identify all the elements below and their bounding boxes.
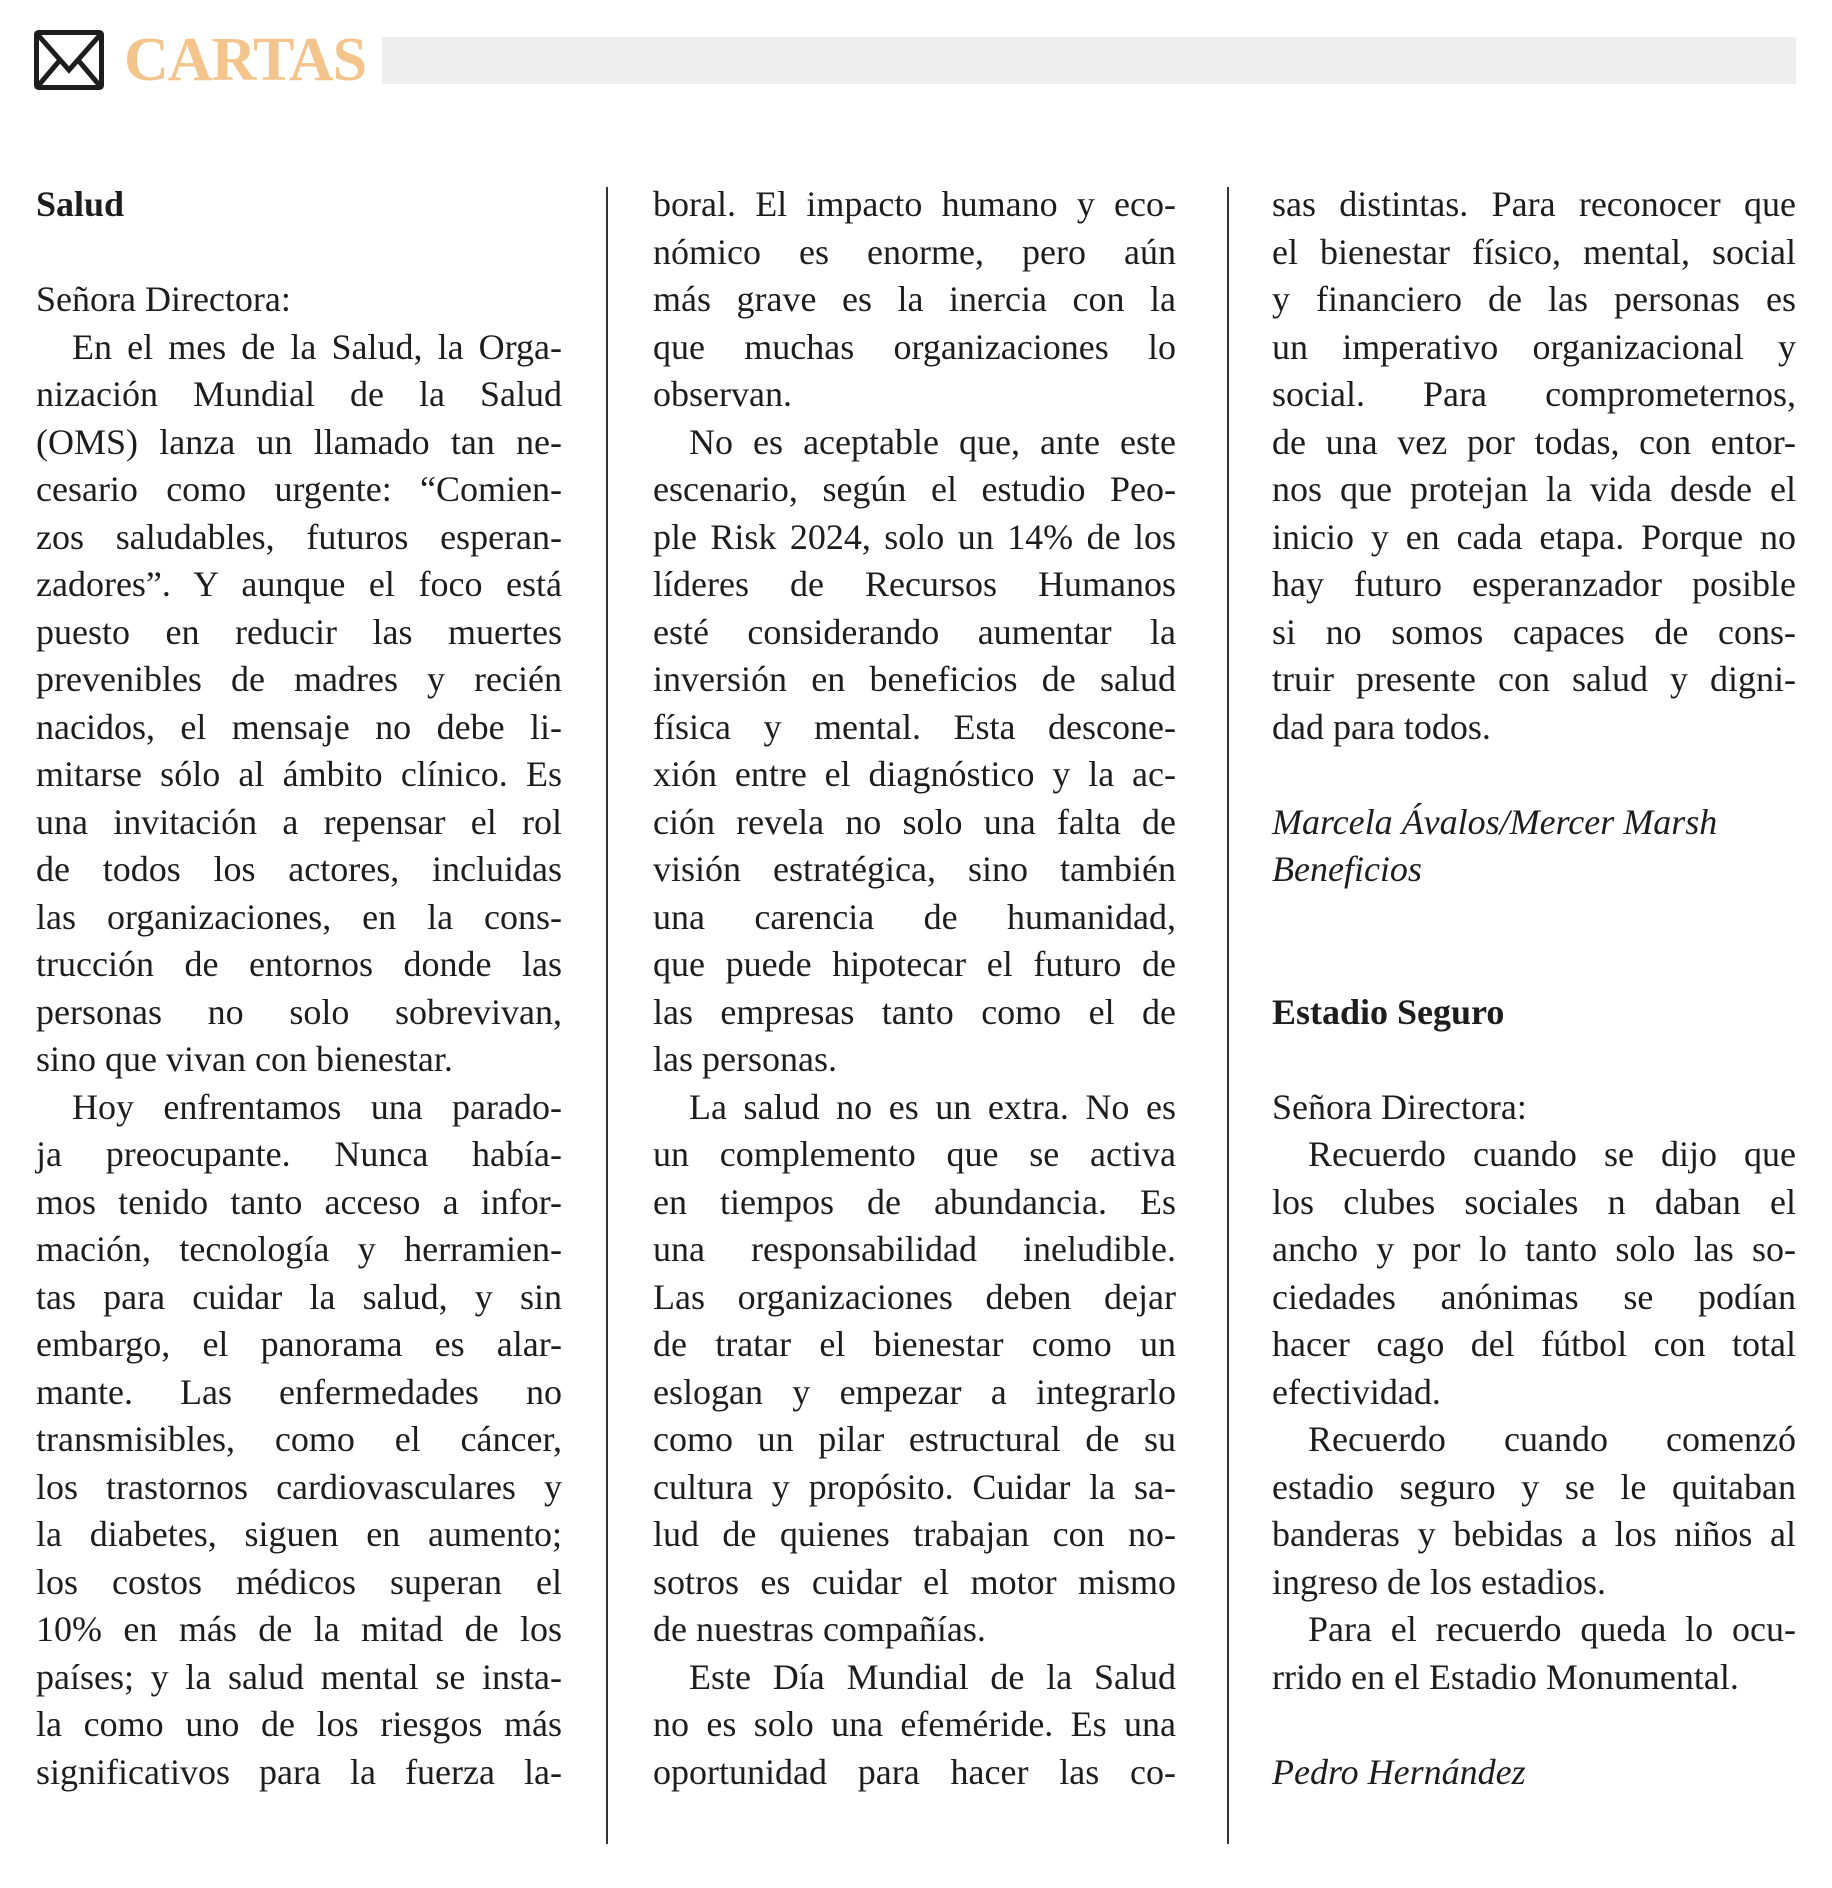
text-line: rrido en el Estadio Monumental. [1272, 1656, 1739, 1697]
text-line: que muchas organizaciones lo [653, 326, 1176, 367]
text-line: países; y la salud mental se insta- [36, 1656, 562, 1697]
spacer [36, 229, 562, 277]
text-line: sas distintas. Para reconocer que [1272, 184, 1796, 224]
column-2 [653, 181, 1176, 1796]
text-line: la diabetes, siguen en aumento; [36, 1514, 562, 1554]
text-line: eslogan y empezar a integrarlo [653, 1371, 1176, 1412]
text-line: un imperativo organizacional y [1272, 326, 1796, 367]
text-line: Este Día Mundial de la Salud [689, 1656, 1176, 1697]
text-line: Las organizaciones deben dejar [653, 1276, 1176, 1317]
text-line: zos saludables, futuros esperan- [36, 516, 562, 557]
spacer [1272, 751, 1796, 799]
text-line: hay futuro esperanzador posible [1272, 564, 1796, 604]
section-header [0, 0, 1832, 110]
text-line: hacer cago del fútbol con total [1272, 1324, 1796, 1364]
salutation [36, 276, 562, 324]
text-line: oportunidad para hacer las co- [653, 1751, 1176, 1792]
text-line: escenario, según el estudio Peo- [653, 469, 1176, 509]
text-line: embargo, el panorama es alar- [36, 1324, 562, 1364]
paragraph [653, 1654, 1176, 1797]
text-line: ple Risk 2024, solo un 14% de los [653, 516, 1176, 557]
text-line: más grave es la inercia con la [653, 279, 1176, 319]
text-line: Recuerdo cuando comenzó [1308, 1419, 1796, 1459]
paragraph [1272, 1416, 1796, 1606]
text-line: Beneficios [1272, 849, 1422, 889]
heading [36, 181, 562, 229]
text-line: si no somos capaces de cons- [1272, 611, 1796, 652]
text-line: nización Mundial de la Salud [36, 374, 562, 414]
text-line: las organizaciones, en la cons- [36, 896, 562, 937]
text-line: Hoy enfrentamos una parado- [72, 1086, 562, 1127]
text-line: social. Para comprometernos, [1272, 374, 1796, 414]
text-line: En el mes de la Salud, la Orga- [72, 326, 562, 367]
text-line: inversión en beneficios de salud [653, 659, 1176, 699]
text-line: de tratar el bienestar como un [653, 1324, 1176, 1364]
text-line: como un pilar estructural de su [653, 1419, 1176, 1459]
text-line: observan. [653, 374, 792, 414]
text-line: 10% en más de la mitad de los [36, 1609, 562, 1649]
paragraph [1272, 1606, 1796, 1701]
text-line: efectividad. [1272, 1371, 1441, 1412]
text-line: xión entre el diagnóstico y la ac- [653, 754, 1176, 794]
section-title: CARTAS [124, 26, 367, 94]
spacer [1272, 1036, 1796, 1084]
text-line: ingreso de los estadios. [1272, 1561, 1606, 1602]
text-line: Recuerdo cuando se dijo que [1308, 1134, 1796, 1174]
salutation [1272, 1084, 1796, 1132]
text-line: mos tenido tanto acceso a infor- [36, 1181, 562, 1222]
text-line: no es solo una efeméride. Es una [653, 1704, 1176, 1744]
text-line: No es aceptable que, ante este [689, 421, 1176, 462]
text-line: una responsabilidad ineludible. [653, 1229, 1176, 1269]
text-line: sino que vivan con bienestar. [36, 1039, 453, 1079]
text-line: los clubes sociales n daban el [1272, 1181, 1796, 1222]
paragraph [653, 419, 1176, 1084]
text-line: y financiero de las personas es [1272, 279, 1796, 319]
text-line: que puede hipotecar el futuro de [653, 944, 1176, 984]
text-line: inicio y en cada etapa. Porque no [1272, 516, 1796, 557]
text-line: mitarse sólo al ámbito clínico. Es [36, 754, 562, 794]
text-line: sotros es cuidar el motor mismo [653, 1561, 1176, 1602]
text-line: esté considerando aumentar la [653, 611, 1176, 652]
text-line: dad para todos. [1272, 706, 1491, 747]
text-line: lud de quienes trabajan con no- [653, 1514, 1176, 1554]
text-line: líderes de Recursos Humanos [653, 564, 1176, 604]
paragraph [1272, 181, 1796, 751]
text-line: las empresas tanto como el de [653, 991, 1176, 1032]
spacer [1272, 1701, 1796, 1749]
text-line: la como uno de los riesgos más [36, 1704, 562, 1744]
text-line: cesario como urgente: “Comien- [36, 469, 562, 509]
text-line: Señora Directora: [36, 279, 291, 319]
text-line: de nuestras compañías. [653, 1609, 986, 1649]
text-line: significativos para la fuerza la- [36, 1751, 562, 1792]
text-line: los costos médicos superan el [36, 1561, 562, 1602]
text-line: nacidos, el mensaje no debe li- [36, 706, 562, 747]
signature [1272, 1749, 1796, 1797]
text-line: una carencia de humanidad, [653, 896, 1176, 937]
header-rule-bar [382, 37, 1796, 84]
text-line: de una vez por todas, con entor- [1272, 421, 1796, 462]
text-line: Estadio Seguro [1272, 991, 1505, 1032]
text-line: banderas y bebidas a los niños al [1272, 1514, 1796, 1554]
column-3 [1272, 181, 1796, 1796]
text-line: mación, tecnología y herramien- [36, 1229, 562, 1269]
text-line: Marcela Ávalos/Mercer Marsh [1272, 801, 1718, 842]
text-line: nos que protejan la vida desde el [1272, 469, 1796, 509]
text-line: Pedro Hernández [1272, 1751, 1526, 1792]
text-line: Señora Directora: [1272, 1086, 1527, 1127]
text-line: La salud no es un extra. No es [689, 1086, 1176, 1127]
paragraph [653, 1084, 1176, 1654]
text-line: las personas. [653, 1039, 837, 1079]
text-line: truir presente con salud y digni- [1272, 659, 1796, 699]
text-line: física y mental. Esta descone- [653, 706, 1176, 747]
envelope-icon [34, 30, 104, 90]
column-1 [36, 181, 562, 1796]
text-line: los trastornos cardiovasculares y [36, 1466, 562, 1507]
text-line: ciedades anónimas se podían [1272, 1276, 1796, 1317]
text-line: puesto en reducir las muertes [36, 611, 562, 652]
paragraph [1272, 1131, 1796, 1416]
paragraph [653, 181, 1176, 419]
text-line: Para el recuerdo queda lo ocu- [1308, 1609, 1796, 1649]
text-line: ja preocupante. Nunca había- [36, 1134, 562, 1174]
text-line: ción revela no solo una falta de [653, 801, 1176, 842]
column-divider [606, 187, 608, 1844]
paragraph [36, 324, 562, 1084]
heading [1272, 989, 1796, 1037]
text-line: personas no solo sobrevivan, [36, 991, 562, 1032]
text-line: (OMS) lanza un llamado tan ne- [36, 421, 562, 462]
text-line: un complemento que se activa [653, 1134, 1176, 1174]
text-line: boral. El impacto humano y eco- [653, 184, 1176, 224]
text-line: zadores”. Y aunque el foco está [36, 564, 562, 604]
text-line: prevenibles de madres y recién [36, 659, 562, 699]
text-line: transmisibles, como el cáncer, [36, 1419, 562, 1459]
text-line: ancho y por lo tanto solo las so- [1272, 1229, 1796, 1269]
text-line: trucción de entornos donde las [36, 944, 562, 984]
text-line: de todos los actores, incluidas [36, 849, 562, 889]
text-line: estadio seguro y se le quitaban [1272, 1466, 1796, 1507]
text-line: el bienestar físico, mental, social [1272, 231, 1796, 272]
text-line: cultura y propósito. Cuidar la sa- [653, 1466, 1176, 1507]
spacer [1272, 894, 1796, 942]
text-line: nómico es enorme, pero aún [653, 231, 1176, 272]
text-line: visión estratégica, sino también [653, 849, 1176, 889]
spacer [1272, 941, 1796, 989]
column-divider [1227, 187, 1229, 1844]
signature [1272, 799, 1796, 894]
text-line: una invitación a repensar el rol [36, 801, 562, 842]
paragraph [36, 1084, 562, 1797]
text-line: Salud [36, 184, 125, 224]
text-line: en tiempos de abundancia. Es [653, 1181, 1176, 1222]
text-line: mante. Las enfermedades no [36, 1371, 562, 1412]
text-line: tas para cuidar la salud, y sin [36, 1276, 562, 1317]
